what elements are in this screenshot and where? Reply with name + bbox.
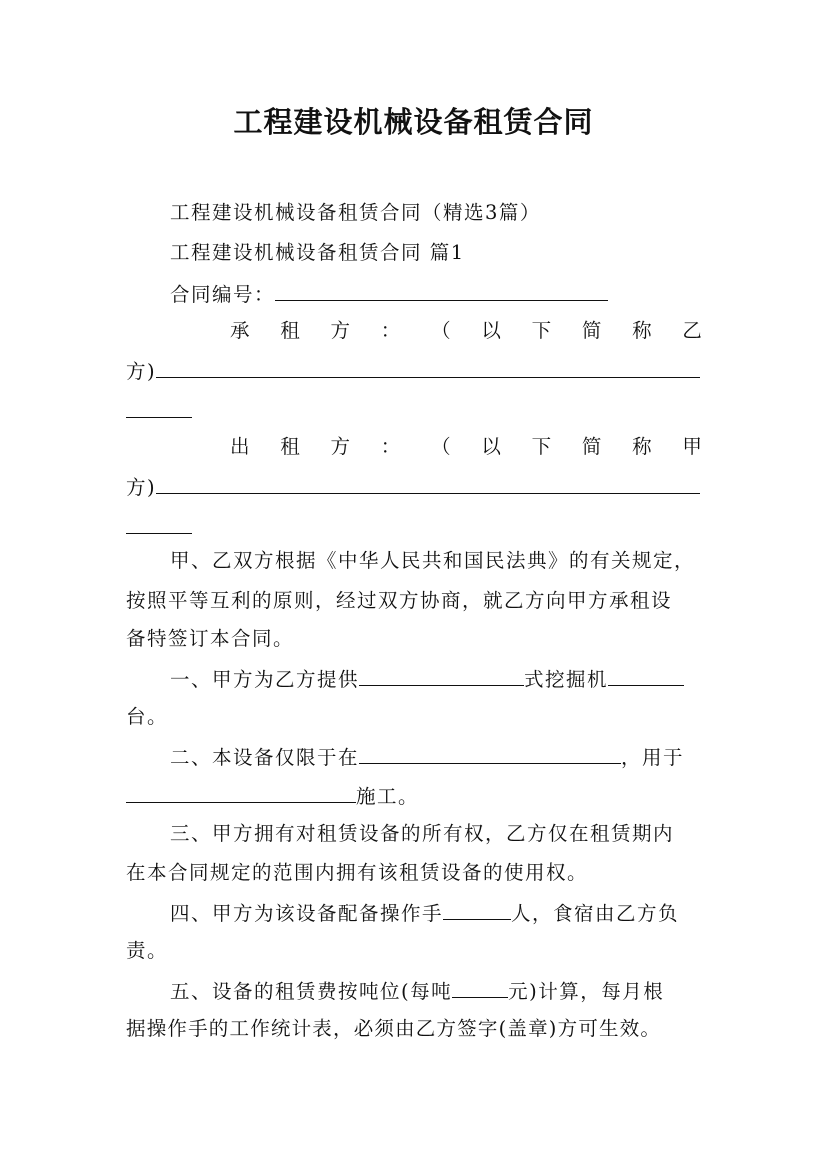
lessee-char: 称 [632, 319, 652, 342]
item-3-line-2: 在本合同规定的范围内拥有该租赁设备的使用权。 [126, 861, 589, 884]
lessee-char: 方 [330, 319, 351, 342]
lessee-blank [156, 357, 700, 378]
item-2-line-2: 施工。 [126, 782, 419, 810]
intro-line-1: 甲、乙双方根据《中华人民共和国民法典》的有关规定， [170, 549, 696, 572]
document-title: 工程建设机械设备租赁合同 [233, 105, 594, 139]
item-1-blank-type [359, 665, 524, 686]
lessee-char: （ [431, 319, 451, 342]
lessee-label-row [230, 318, 702, 344]
item-3-line-1: 三、甲方拥有对租赁设备的所有权，乙方仅在租赁期内 [170, 822, 675, 845]
lessor-char: 以 [481, 435, 501, 458]
lessor-char: 出 [230, 435, 250, 458]
item-5-line: 五、设备的租赁费按吨位(每吨 元)计算，每月根 [170, 977, 664, 1005]
item-1-line: 一、甲方为乙方提供 式挖掘机 [170, 665, 684, 693]
contract-number-label: 合同编号： [170, 283, 276, 306]
lessee-char: 租 [280, 319, 300, 342]
lessor-label-row [230, 434, 702, 460]
lessor-blank-continued [126, 513, 192, 541]
item-5-line-2: 据操作手的工作统计表，必须由乙方签字(盖章)方可生效。 [126, 1017, 662, 1040]
item-2-blank-location [359, 743, 621, 764]
lessee-char: 简 [581, 319, 602, 342]
lessee-char: 下 [531, 319, 552, 342]
lessor-char: 甲 [682, 435, 702, 458]
lessee-char: 承 [230, 319, 250, 342]
intro-line-3: 备特签订本合同。 [126, 627, 295, 650]
item-1-blank-count [608, 665, 684, 686]
lessee-char: 乙 [682, 319, 702, 342]
item-5-blank-price [452, 977, 508, 998]
item-1-line-2: 台。 [126, 705, 169, 728]
lessor-char: 简 [581, 435, 602, 458]
contract-number-blank [275, 280, 608, 301]
item-4-line-2: 责。 [126, 939, 169, 962]
lessor-char: （ [431, 435, 451, 458]
lessee-tail: 方) [126, 360, 157, 383]
lessor-char: 下 [531, 435, 552, 458]
lessor-char: 租 [280, 435, 300, 458]
lessor-char: 称 [632, 435, 652, 458]
lessee-char: 以 [481, 319, 501, 342]
item-4-blank-operators [443, 899, 511, 920]
intro-line-2: 按照平等互利的原则，经过双方协商，就乙方向甲方承租设 [126, 589, 673, 612]
lessor-blank [156, 473, 700, 494]
lessor-char: 方 [330, 435, 351, 458]
lessor-tail: 方) [126, 476, 157, 499]
lessor-line [126, 473, 700, 501]
item-4-line: 四、甲方为该设备配备操作手 人，食宿由乙方负 [170, 899, 679, 927]
lessee-line [126, 357, 700, 385]
item-2-line: 二、本设备仅限于在 ，用于 [170, 743, 684, 771]
item-2-blank-purpose [126, 782, 356, 803]
lessee-char: ： [380, 319, 401, 342]
subtitle: 工程建设机械设备租赁合同（精选3篇） [170, 201, 541, 224]
contract-number-line [170, 280, 608, 308]
section-heading: 工程建设机械设备租赁合同 篇1 [170, 241, 465, 264]
lessor-char: ： [380, 435, 401, 458]
lessee-blank-continued [126, 397, 192, 425]
